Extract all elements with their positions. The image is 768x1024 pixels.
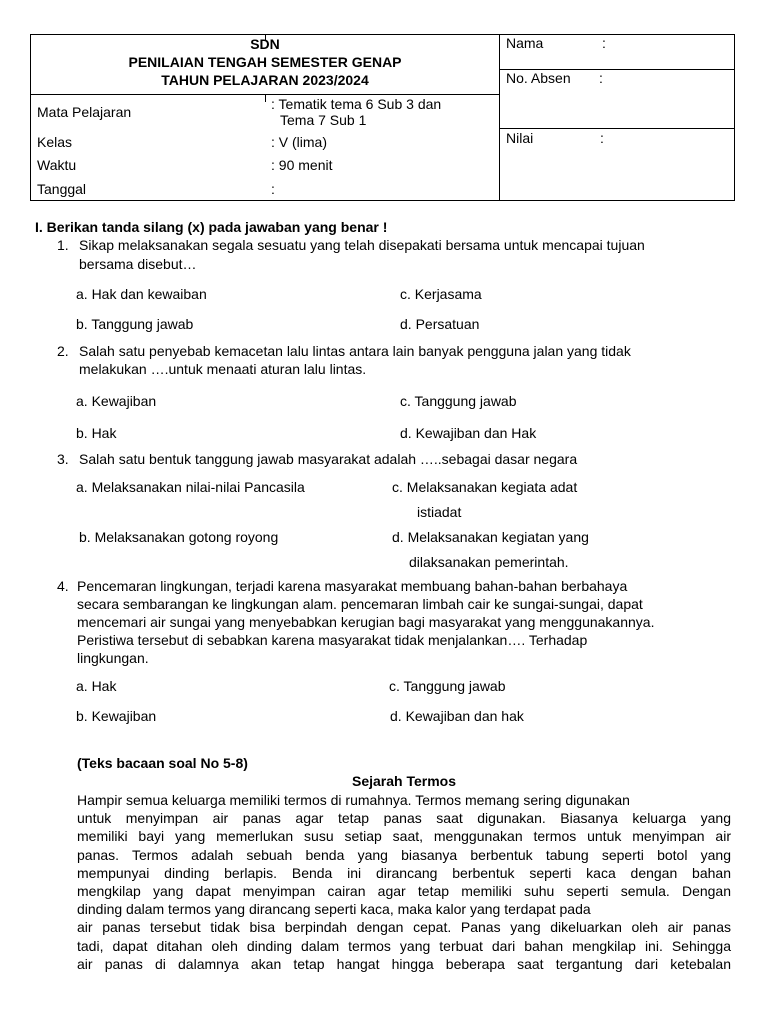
school-name: SDN bbox=[250, 36, 280, 52]
question-number: 4. bbox=[57, 578, 69, 594]
reading-title: Sejarah Termos bbox=[351, 773, 456, 789]
question-text: melakukan ….untuk menaati aturan lalu lintas. bbox=[79, 361, 367, 377]
field-label-date: Tanggal bbox=[37, 181, 87, 197]
answer-option[interactable]: c. Tanggung jawab bbox=[389, 678, 506, 694]
reading-line: untuk menyimpan air panas agar tetap panas saat digunakan. Biasanya keluarga yang bbox=[77, 810, 731, 827]
field-label-subject: Mata Pelajaran bbox=[37, 104, 132, 120]
student-number-label: No. Absen bbox=[506, 70, 571, 86]
answer-option[interactable]: a. Melaksanakan nilai-nilai Pancasila bbox=[76, 479, 305, 495]
answer-option-cont: istiadat bbox=[417, 504, 462, 520]
divider bbox=[265, 95, 266, 102]
reading-line: panas. Termos adalah sebuah benda yang biasanya berbentuk tabung seperti botol yang bbox=[77, 846, 731, 863]
answer-option[interactable]: a. Kewajiban bbox=[76, 393, 157, 409]
reading-line: mempunyai dinding berlapis. Benda ini dirancang berbentuk seperti kaca dengan bahan bbox=[77, 864, 731, 881]
answer-option[interactable]: c. Tanggung jawab bbox=[400, 393, 517, 409]
question-text: bersama disebut… bbox=[79, 256, 197, 272]
reading-line: dinding dalam termos yang dirancang seperti kaca, maka kalor yang terdapat pada bbox=[77, 901, 591, 918]
reading-line: mengkilap yang dapat menyimpan cairan agar tetap memiliki suhu seperti semula. Dengan bbox=[77, 883, 731, 900]
reading-intro: (Teks bacaan soal No 5-8) bbox=[77, 755, 248, 771]
reading-line: Hampir semua keluarga memiliki termos di rumahnya. Termos memang sering digunakan bbox=[77, 792, 630, 808]
answer-option[interactable]: b. Hak bbox=[76, 425, 117, 441]
answer-option[interactable]: d. Kewajiban dan hak bbox=[390, 708, 524, 724]
answer-option[interactable]: b. Tanggung jawab bbox=[76, 316, 194, 332]
reading-line: air panas di dalamnya akan tetap hangat hingga beberapa saat tergantung dari ketebalan bbox=[77, 955, 731, 972]
field-label-class: Kelas bbox=[37, 134, 73, 150]
answer-option[interactable]: b. Melaksanakan gotong royong bbox=[79, 529, 279, 545]
field-value-subject: : Tematik tema 6 Sub 3 dan bbox=[271, 96, 442, 112]
answer-option[interactable]: d. Persatuan bbox=[400, 316, 480, 332]
field-value-class: : V (lima) bbox=[271, 134, 327, 150]
field-value-time: : 90 menit bbox=[271, 157, 333, 173]
answer-option[interactable]: a. Hak dan kewaiban bbox=[76, 286, 207, 302]
divider bbox=[30, 94, 500, 95]
question-number: 3. bbox=[57, 451, 69, 467]
divider bbox=[499, 128, 735, 129]
field-label-time: Waktu bbox=[37, 157, 77, 173]
reading-line: tadi, dapat ditahan oleh dinding dalam termos yang terbuat dari bahan mengkilap ini. Sehingga bbox=[77, 937, 731, 954]
question-line: mencemari air sungai yang menyebabkan kerugian bagi masyarakat yang menggunakannya. bbox=[77, 614, 655, 630]
student-name-label: Nama bbox=[506, 35, 544, 51]
answer-option[interactable]: c. Kerjasama bbox=[400, 286, 482, 302]
field-value-subject-cont: Tema 7 Sub 1 bbox=[280, 112, 367, 128]
field-value-date: : bbox=[271, 181, 275, 197]
question-line: Peristiwa tersebut di sebabkan karena masyarakat tidak menjalankan…. Terhadap bbox=[77, 632, 588, 648]
answer-option-cont: dilaksanakan pemerintah. bbox=[409, 554, 569, 570]
score-colon: : bbox=[600, 130, 604, 146]
answer-option[interactable]: a. Hak bbox=[76, 678, 117, 694]
question-text: Salah satu bentuk tanggung jawab masyarakat adalah …..sebagai dasar negara bbox=[79, 451, 578, 467]
question-line: Pencemaran lingkungan, terjadi karena masyarakat membuang bahan-bahan berbahaya bbox=[77, 578, 628, 594]
reading-line: memiliki bayi yang memerlukan susu setiap saat, menggunakan termos untuk menyimpan air bbox=[77, 828, 731, 845]
student-number-colon: : bbox=[599, 70, 603, 86]
answer-option[interactable]: c. Melaksanakan kegiata adat bbox=[392, 479, 578, 495]
score-label: Nilai bbox=[506, 130, 534, 146]
answer-option[interactable]: d. Melaksanakan kegiatan yang bbox=[392, 529, 589, 545]
question-text: Sikap melaksanakan segala sesuatu yang telah disepakati bersama untuk mencapai tujuan bbox=[79, 237, 645, 253]
question-number: 1. bbox=[57, 237, 69, 253]
reading-line: air panas tersebut tidak bisa berpindah dengan cepat. Panas yang dikeluarkan oleh air panas bbox=[77, 919, 731, 936]
answer-option[interactable]: d. Kewajiban dan Hak bbox=[400, 425, 537, 441]
question-number: 2. bbox=[57, 343, 69, 359]
question-line: secara sembarangan ke lingkungan alam. pencemaran limbah cair ke sungai-sungai, dapat bbox=[77, 596, 643, 612]
student-name-colon: : bbox=[602, 35, 606, 51]
section-instruction: I. Berikan tanda silang (x) pada jawaban yang benar ! bbox=[35, 219, 388, 235]
question-text bbox=[77, 577, 717, 667]
school-year: TAHUN PELAJARAN 2023/2024 bbox=[161, 72, 369, 88]
question-line: lingkungan. bbox=[77, 650, 149, 666]
question-text: Salah satu penyebab kemacetan lalu lintas antara lain banyak pengguna jalan yang tidak bbox=[79, 343, 631, 359]
answer-option[interactable]: b. Kewajiban bbox=[76, 708, 157, 724]
reading-text bbox=[77, 791, 731, 973]
exam-title: PENILAIAN TENGAH SEMESTER GENAP bbox=[128, 54, 402, 70]
